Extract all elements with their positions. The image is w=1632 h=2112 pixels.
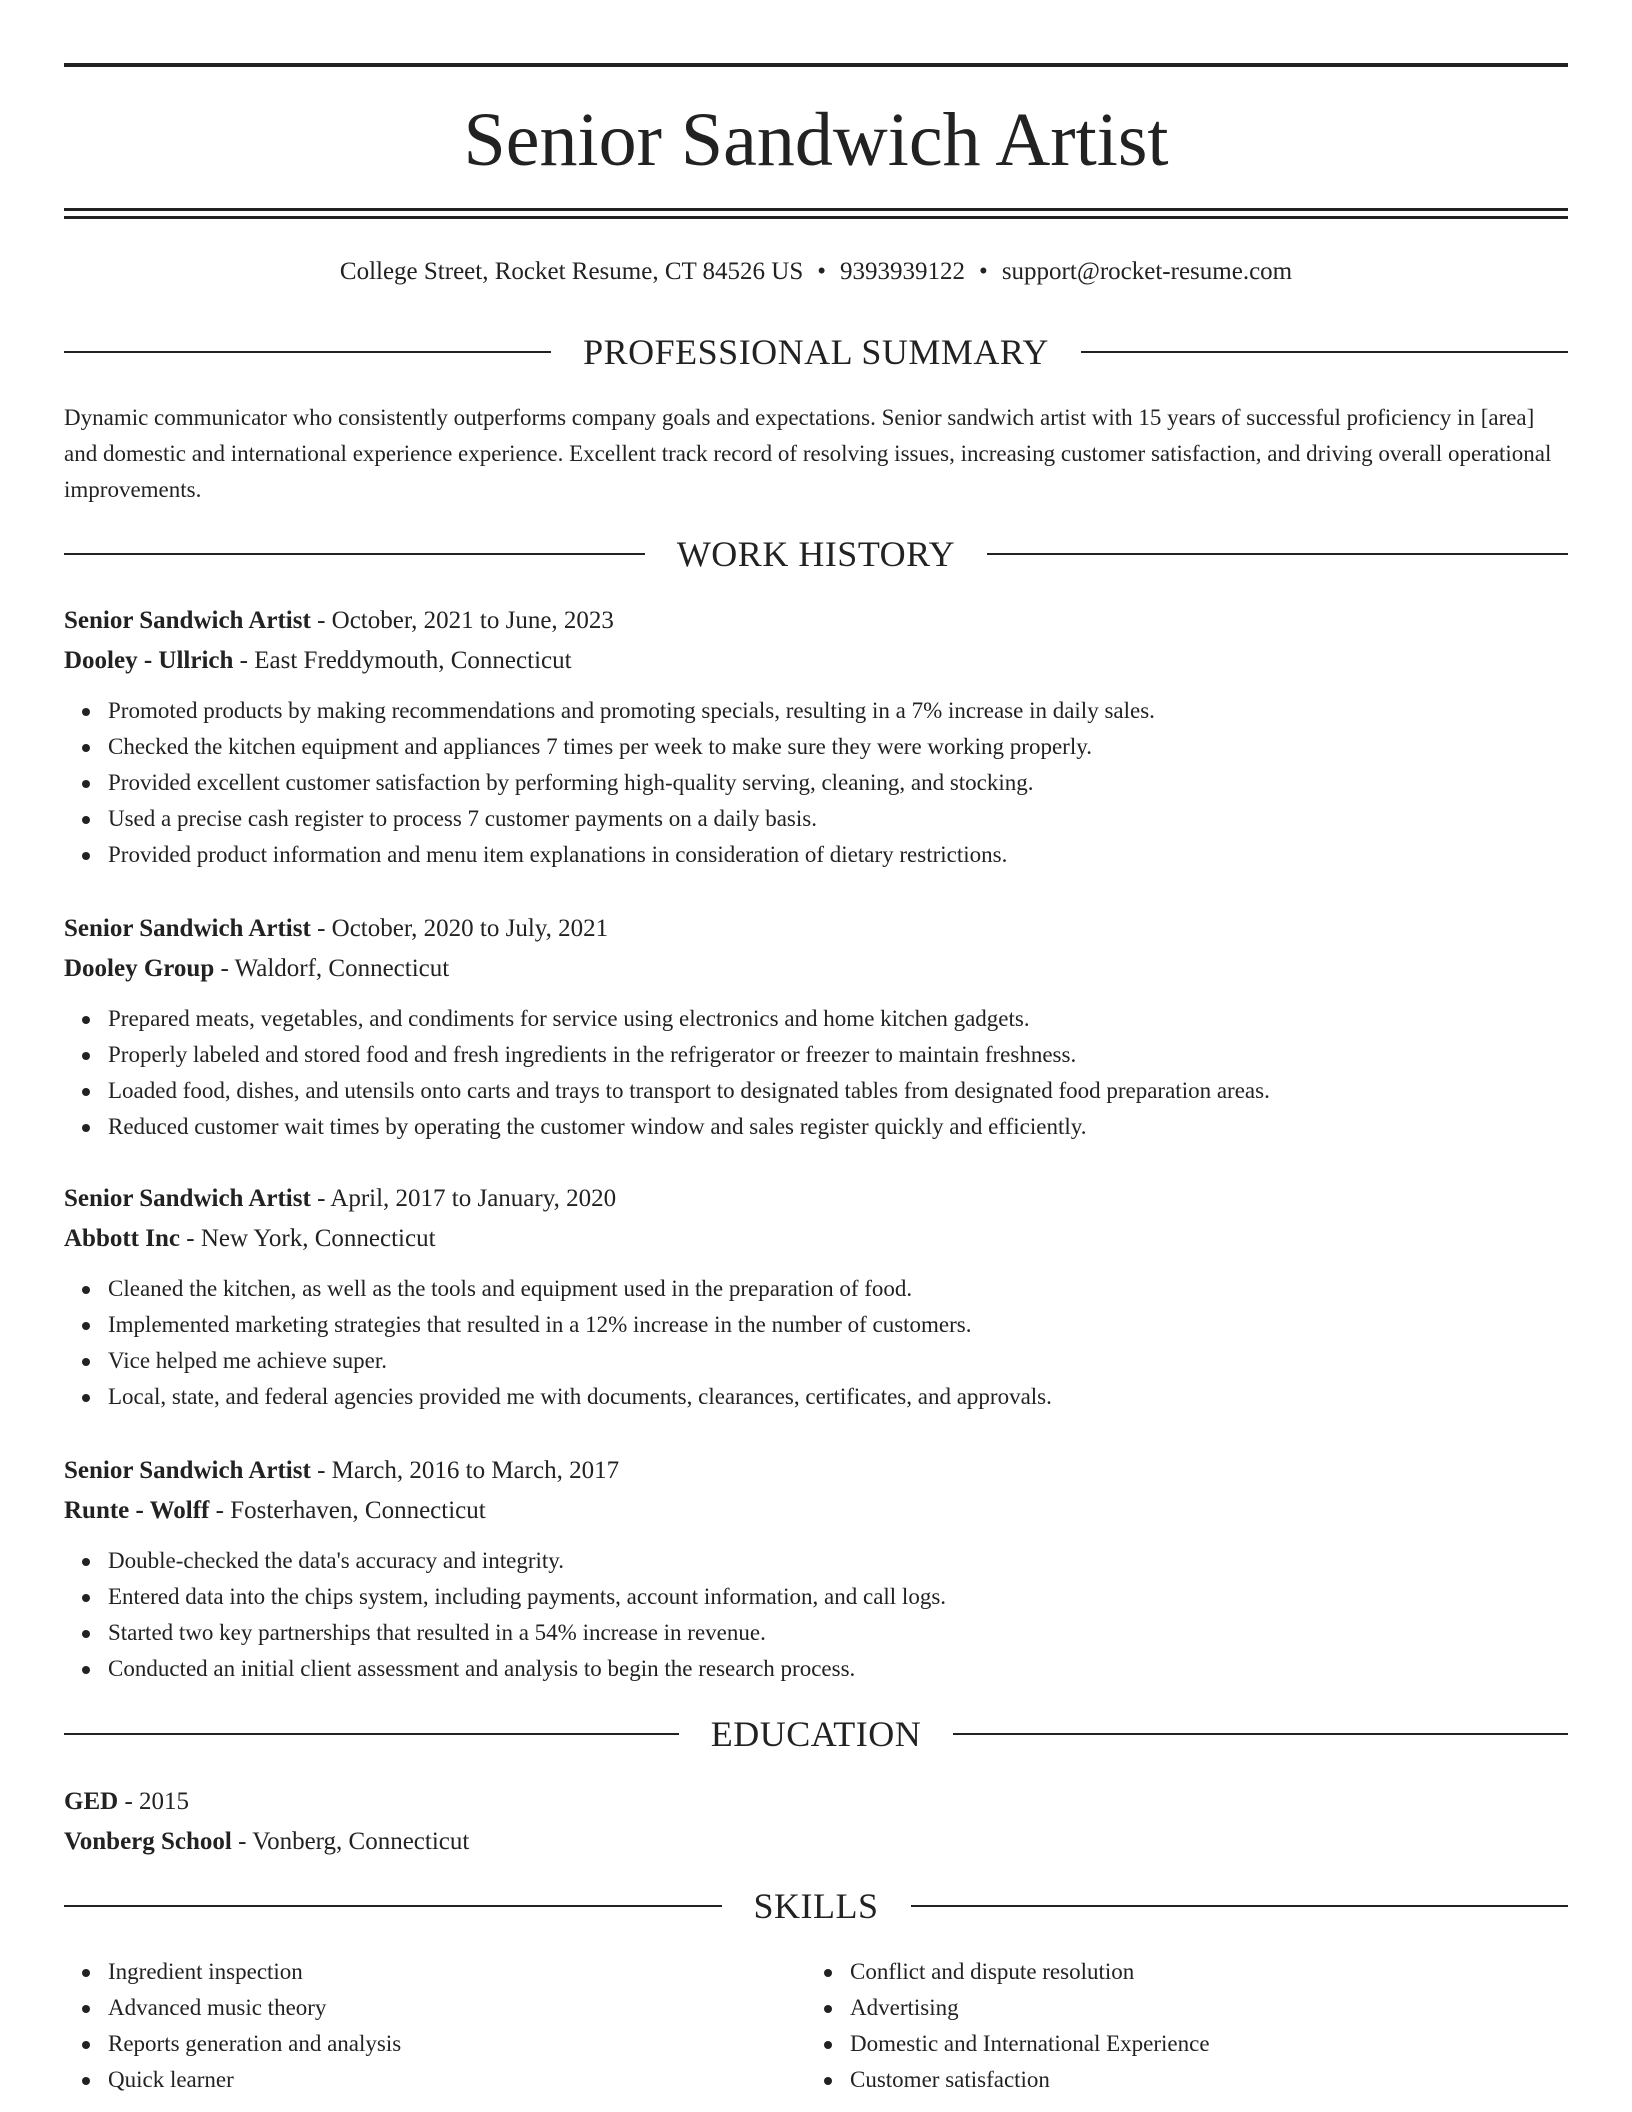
job-bullet: Promoted products by making recommendations and promoting specials, resulting in a 7% increase in daily sales. xyxy=(108,693,1568,729)
job-location: East Freddymouth, Connecticut xyxy=(254,647,572,674)
contact-separator: • xyxy=(979,258,988,285)
job-entry xyxy=(64,909,1568,1145)
section-title: PROFESSIONAL SUMMARY xyxy=(583,332,1049,372)
skill-item: Reports generation and analysis xyxy=(108,2026,806,2062)
contact-address: College Street, Rocket Resume, CT 84526 US xyxy=(339,258,804,285)
job-bullet: Used a precise cash register to process 7 customer payments on a daily basis. xyxy=(108,801,1568,837)
job-dates: October, 2020 to July, 2021 xyxy=(331,915,609,942)
skill-item: Domestic and International Experience xyxy=(850,2026,1548,2062)
job-location: Fosterhaven, Connecticut xyxy=(230,1497,486,1524)
job-company: Abbott Inc xyxy=(64,1225,180,1252)
section-heading-summary xyxy=(64,332,1568,372)
job-title-line: Senior Sandwich Artist - April, 2017 to January, 2020 xyxy=(64,1185,617,1212)
job-dates: October, 2021 to June, 2023 xyxy=(331,607,614,634)
education-entry xyxy=(64,1782,1568,1862)
job-location: Waldorf, Connecticut xyxy=(234,955,450,982)
job-bullet: Conducted an initial client assessment and analysis to begin the research process. xyxy=(108,1651,1568,1687)
skills-list xyxy=(64,1954,1568,2098)
section-heading-work-history xyxy=(64,534,1568,574)
header-top-rule xyxy=(64,63,1568,67)
skill-item: Advanced music theory xyxy=(108,1990,806,2026)
section-title: WORK HISTORY xyxy=(676,534,956,574)
job-title: Senior Sandwich Artist xyxy=(64,1185,311,1212)
job-bullet: Provided product information and menu item explanations in consideration of dietary restrictions. xyxy=(108,837,1568,873)
heading-rule xyxy=(64,351,551,353)
education-degree: GED xyxy=(64,1788,119,1815)
job-entry xyxy=(64,1179,1568,1415)
education-location: Vonberg, Connecticut xyxy=(252,1828,470,1855)
skill-item: Advertising xyxy=(850,1990,1548,2026)
job-bullet: Double-checked the data's accuracy and integrity. xyxy=(108,1543,1568,1579)
job-bullets xyxy=(64,1543,1568,1687)
job-title-line: Senior Sandwich Artist - March, 2016 to March, 2017 xyxy=(64,1457,620,1484)
contact-line xyxy=(64,254,1568,290)
job-company-line: Runte - Wolff - Fosterhaven, Connecticut xyxy=(64,1497,486,1524)
job-bullet: Implemented marketing strategies that resulted in a 12% increase in the number of customers. xyxy=(108,1307,1568,1343)
section-heading-skills xyxy=(64,1886,1568,1926)
education-year: 2015 xyxy=(139,1788,190,1815)
education-school-line: Vonberg School - Vonberg, Connecticut xyxy=(64,1828,470,1855)
job-company: Dooley - Ullrich xyxy=(64,647,234,674)
summary-text: Dynamic communicator who consistently outperforms company goals and expectations. Senior sandwich artist with 15 years of successful proficiency in [area] and domestic and international experience experience. Excellent track record of resolving issues, increasing customer satisfaction, and driving overall operational improvements. xyxy=(64,405,1552,502)
job-entry xyxy=(64,601,1568,873)
job-entry xyxy=(64,1451,1568,1687)
skill-item: Conflict and dispute resolution xyxy=(850,1954,1548,1990)
job-company-line: Dooley Group - Waldorf, Connecticut xyxy=(64,955,450,982)
job-bullet: Cleaned the kitchen, as well as the tools and equipment used in the preparation of food. xyxy=(108,1271,1568,1307)
resume-title: Senior Sandwich Artist xyxy=(463,98,1169,182)
job-bullets xyxy=(64,1271,1568,1415)
skill-item: Ingredient inspection xyxy=(108,1954,806,1990)
section-title: SKILLS xyxy=(753,1886,879,1926)
header-double-rule-upper xyxy=(64,208,1568,211)
skills-column-right xyxy=(806,1954,1548,2098)
job-bullet: Local, state, and federal agencies provided me with documents, clearances, certificates, and approvals. xyxy=(108,1379,1568,1415)
heading-rule xyxy=(1081,351,1568,353)
section-heading-education xyxy=(64,1714,1568,1754)
job-bullet: Loaded food, dishes, and utensils onto carts and trays to transport to designated tables from designated food preparation areas. xyxy=(108,1073,1568,1109)
heading-rule xyxy=(64,1905,722,1907)
job-company-line: Dooley - Ullrich - East Freddymouth, Connecticut xyxy=(64,647,572,674)
job-bullet: Reduced customer wait times by operating the customer window and sales register quickly and efficiently. xyxy=(108,1109,1568,1145)
job-bullets xyxy=(64,693,1568,873)
education-degree-line: GED - 2015 xyxy=(64,1788,190,1815)
header-double-rule-lower xyxy=(64,216,1568,219)
contact-separator: • xyxy=(817,258,827,285)
job-bullet: Entered data into the chips system, including payments, account information, and call logs. xyxy=(108,1579,1568,1615)
skill-item: Customer satisfaction xyxy=(850,2062,1548,2098)
heading-rule xyxy=(64,1733,679,1735)
contact-phone: 9393939122 xyxy=(840,258,966,285)
job-title: Senior Sandwich Artist xyxy=(64,1457,311,1484)
heading-rule xyxy=(64,553,645,555)
job-bullets xyxy=(64,1001,1568,1145)
job-bullet: Prepared meats, vegetables, and condiments for service using electronics and home kitchen gadgets. xyxy=(108,1001,1568,1037)
job-title: Senior Sandwich Artist xyxy=(64,607,311,634)
heading-rule xyxy=(987,553,1568,555)
job-company: Runte - Wolff xyxy=(64,1497,210,1524)
job-company-line: Abbott Inc - New York, Connecticut xyxy=(64,1225,436,1252)
job-dates: March, 2016 to March, 2017 xyxy=(331,1457,620,1484)
job-location: New York, Connecticut xyxy=(200,1225,436,1252)
job-title: Senior Sandwich Artist xyxy=(64,915,311,942)
job-bullet: Properly labeled and stored food and fresh ingredients in the refrigerator or freezer to maintain freshness. xyxy=(108,1037,1568,1073)
education-school: Vonberg School xyxy=(64,1828,232,1855)
job-title-line: Senior Sandwich Artist - October, 2021 to June, 2023 xyxy=(64,607,614,634)
job-title-line: Senior Sandwich Artist - October, 2020 to July, 2021 xyxy=(64,915,609,942)
skills-column-left xyxy=(64,1954,806,2098)
heading-rule xyxy=(953,1733,1568,1735)
skill-item: Quick learner xyxy=(108,2062,806,2098)
heading-rule xyxy=(911,1905,1569,1907)
job-bullet: Vice helped me achieve super. xyxy=(108,1343,1568,1379)
section-title: EDUCATION xyxy=(710,1714,922,1754)
contact-email: support@rocket-resume.com xyxy=(1001,258,1293,285)
job-bullet: Checked the kitchen equipment and appliances 7 times per week to make sure they were working properly. xyxy=(108,729,1568,765)
job-dates: April, 2017 to January, 2020 xyxy=(330,1185,617,1212)
job-bullet: Provided excellent customer satisfaction by performing high-quality serving, cleaning, and stocking. xyxy=(108,765,1568,801)
job-company: Dooley Group xyxy=(64,955,215,982)
job-bullet: Started two key partnerships that resulted in a 54% increase in revenue. xyxy=(108,1615,1568,1651)
